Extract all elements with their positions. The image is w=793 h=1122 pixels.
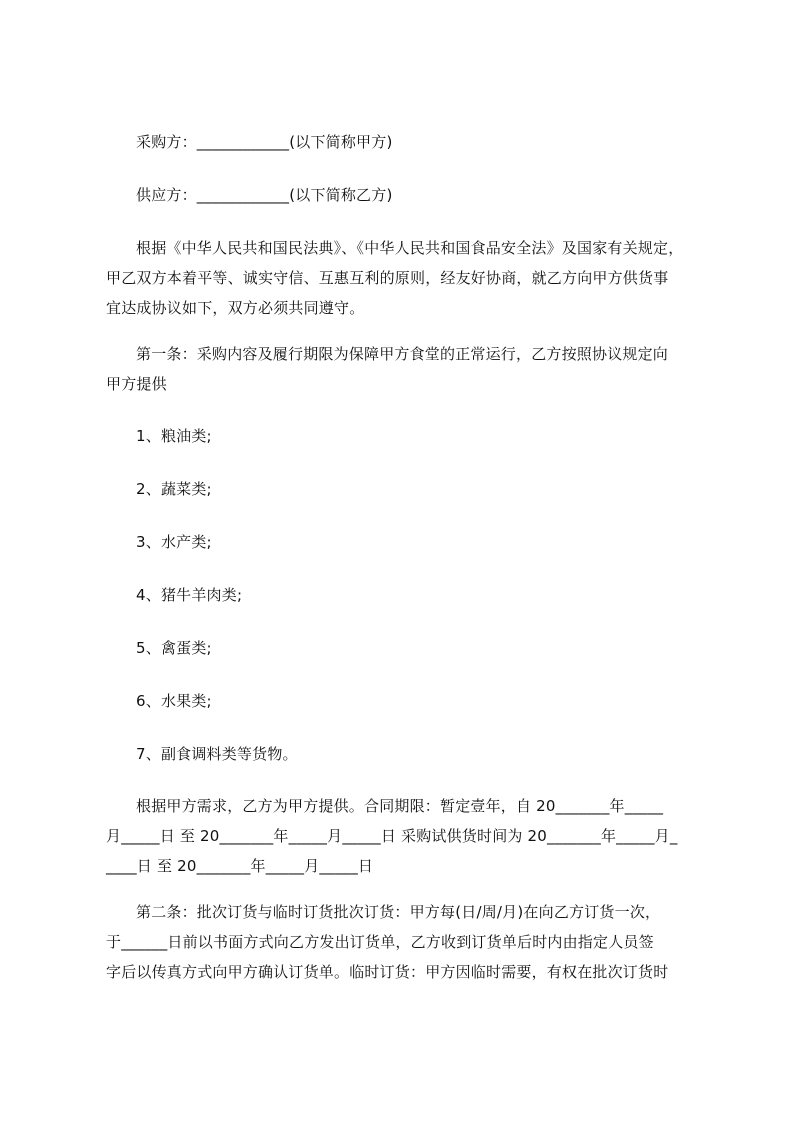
term-line-3: ____日 至 20_______年_____月_____日 xyxy=(106,857,374,875)
list-item: 3、水产类; xyxy=(136,533,212,551)
list-item: 7、副食调料类等货物。 xyxy=(136,745,298,763)
list-item: 4、猪牛羊肉类; xyxy=(136,586,243,604)
article2-line-3: 字后以传真方式向甲方确认订货单。临时订货：甲方因临时需要，有权在批次订货时 xyxy=(106,963,669,981)
list-item: 1、粮油类; xyxy=(136,427,212,445)
list-item: 2、蔬菜类; xyxy=(136,480,212,498)
article2-line-2: 于______日前以书面方式向乙方发出订货单，乙方收到订货单后时内由指定人员签 xyxy=(106,933,654,951)
article2-line-1: 第二条：批次订货与临时订货批次订货：甲方每(日/周/月)在向乙方订货一次， xyxy=(136,903,661,921)
supplier-line: 供应方：____________(以下简称乙方) xyxy=(136,186,393,204)
list-item: 5、禽蛋类; xyxy=(136,639,212,657)
preamble-line-3: 宜达成协议如下，双方必须共同遵守。 xyxy=(106,299,365,317)
list-item: 6、水果类; xyxy=(136,692,212,710)
article1-line-2: 甲方提供 xyxy=(106,375,167,393)
preamble-line-2: 甲乙双方本着平等、诚实守信、互惠互利的原则，经友好协商，就乙方向甲方供货事 xyxy=(106,269,669,287)
preamble-line-1: 根据《中华人民共和国民法典》、《中华人民共和国食品安全法》及国家有关规定， xyxy=(136,239,684,257)
term-line-2: 月_____日 至 20_______年_____月_____日 采购试供货时间为 20_______年_____月_ xyxy=(106,827,678,845)
term-line-1: 根据甲方需求，乙方为甲方提供。合同期限：暂定壹年，自 20_______年_____ xyxy=(136,797,664,815)
purchaser-line: 采购方：____________(以下简称甲方) xyxy=(136,133,393,151)
article1-line-1: 第一条：采购内容及履行期限为保障甲方食堂的正常运行，乙方按照协议规定向 xyxy=(136,345,669,363)
